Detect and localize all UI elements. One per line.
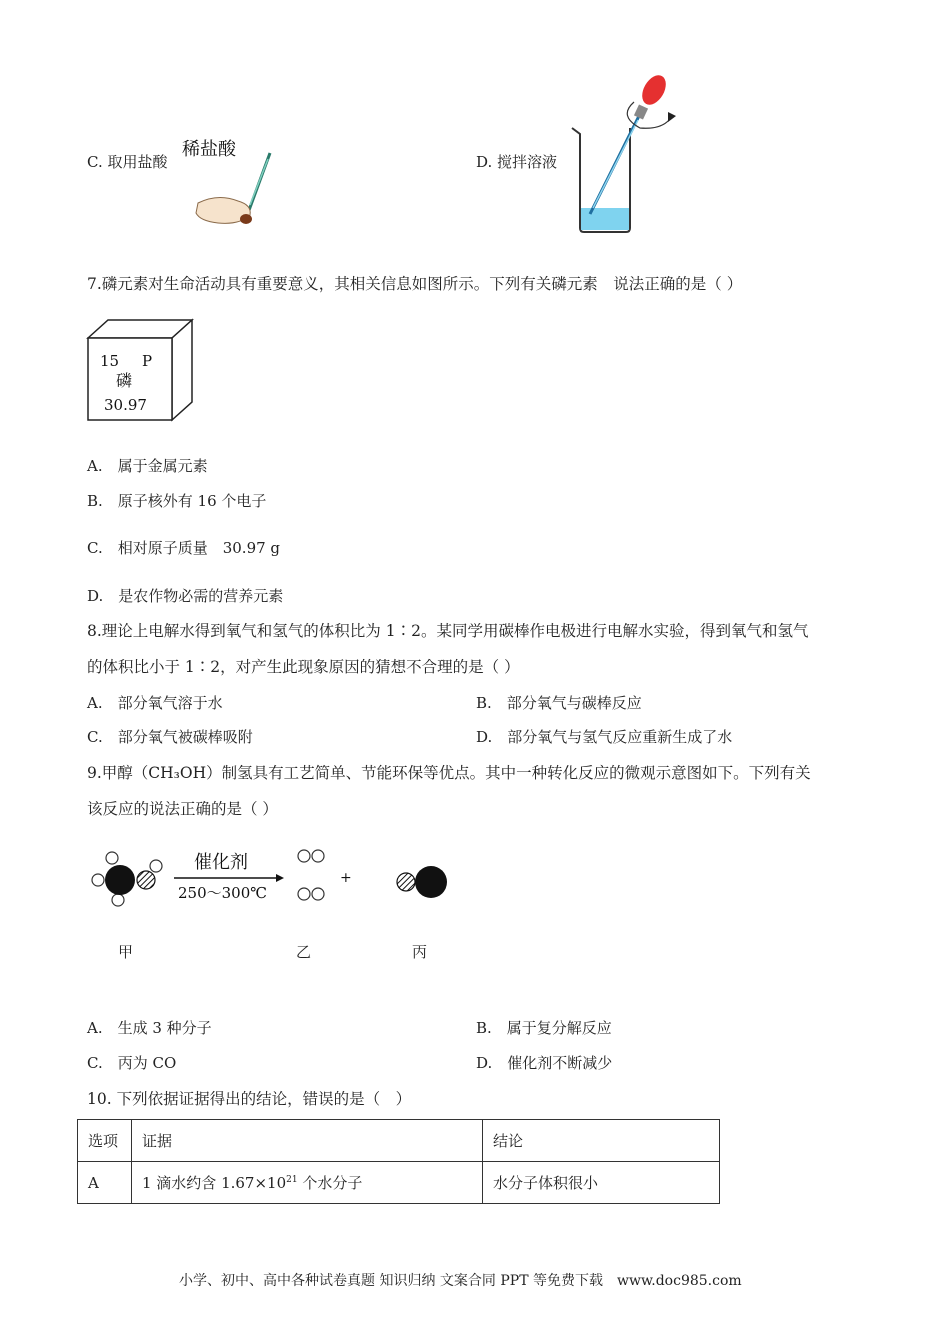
table-row — [78, 1162, 720, 1204]
q8-option-a: A. 部分氧气溶于水 — [87, 694, 223, 712]
methanol-molecule — [92, 852, 162, 906]
q8-option-b: B. 部分氧气与碳棒反应 — [476, 694, 642, 712]
q10-stem: 10. 下列依据证据得出的结论，错误的是（ ） — [87, 1090, 412, 1108]
header-option: 选项 — [78, 1120, 132, 1162]
table-header-row — [78, 1120, 720, 1162]
q9-option-d: D. 催化剂不断减少 — [476, 1054, 613, 1072]
atomic-number: 15 — [100, 352, 120, 370]
q7-option-c: C. 相对原子质量 30.97 g — [87, 539, 281, 557]
row-option: A — [78, 1162, 132, 1204]
dropper-hand-illustration — [178, 135, 288, 235]
beaker-stirring-illustration — [568, 72, 680, 238]
q9-stem-line2: 该反应的说法正确的是（ ） — [87, 800, 278, 818]
co-molecule — [397, 866, 447, 898]
hydrogen-molecules — [298, 850, 324, 900]
row-conclusion: 水分子体积很小 — [483, 1162, 720, 1204]
evidence-table — [77, 1119, 720, 1204]
q8-option-c: C. 部分氧气被碳棒吸附 — [87, 728, 253, 746]
bottle-label: 稀盐酸 — [182, 139, 236, 159]
label-jia: 甲 — [118, 943, 134, 961]
q8-stem-line2: 的体积比小于 1∶2，对产生此现象原因的猜想不合理的是（ ） — [87, 658, 520, 676]
catalyst-label: 催化剂 — [194, 852, 248, 873]
page-footer: 小学、初中、高中各种试卷真题 知识归纳 文案合同 PPT 等免费下载 www.doc985.com — [179, 1273, 742, 1289]
element-name: 磷 — [116, 371, 133, 390]
label-bing: 丙 — [412, 943, 428, 961]
reaction-diagram — [86, 838, 466, 914]
label-yi: 乙 — [296, 943, 312, 961]
q8-option-d: D. 部分氧气与氢气反应重新生成了水 — [476, 728, 733, 746]
temperature-condition: 250～300℃ — [178, 884, 268, 902]
q7-option-b: B. 原子核外有 16 个电子 — [87, 492, 267, 510]
phosphorus-element-tile — [86, 318, 196, 424]
q9-option-c: C. 丙为 CO — [87, 1054, 177, 1072]
header-conclusion: 结论 — [483, 1120, 720, 1162]
q6-option-c: C. 取用盐酸 — [87, 153, 168, 171]
row-evidence: 1 滴水约含 $1.67\times 10^{21}$ 个水分子 — [132, 1162, 483, 1204]
atomic-mass: 30.97 — [104, 396, 147, 414]
q7-stem: 7.磷元素对生命活动具有重要意义，其相关信息如图所示。下列有关磷元素 说法正确的是（ ） — [87, 275, 743, 293]
q7-option-a: A. 属于金属元素 — [87, 457, 208, 475]
header-evidence: 证据 — [132, 1120, 483, 1162]
q8-stem-line1: 8.理论上电解水得到氧气和氢气的体积比为 1∶2。某同学用碳棒作电极进行电解水实验，得到氧气和氢气 — [87, 622, 809, 640]
q6-option-d: D. 搅拌溶液 — [476, 153, 558, 171]
plus-sign: + — [340, 870, 352, 886]
q9-option-a: A. 生成 3 种分子 — [87, 1019, 212, 1037]
q9-stem-line1: 9.甲醇（CH₃OH）制氢具有工艺简单、节能环保等优点。其中一种转化反应的微观示意图如下。下列有关 — [87, 764, 811, 782]
q7-option-d: D. 是农作物必需的营养元素 — [87, 587, 284, 605]
q9-option-b: B. 属于复分解反应 — [476, 1019, 612, 1037]
element-symbol: P — [142, 352, 153, 370]
